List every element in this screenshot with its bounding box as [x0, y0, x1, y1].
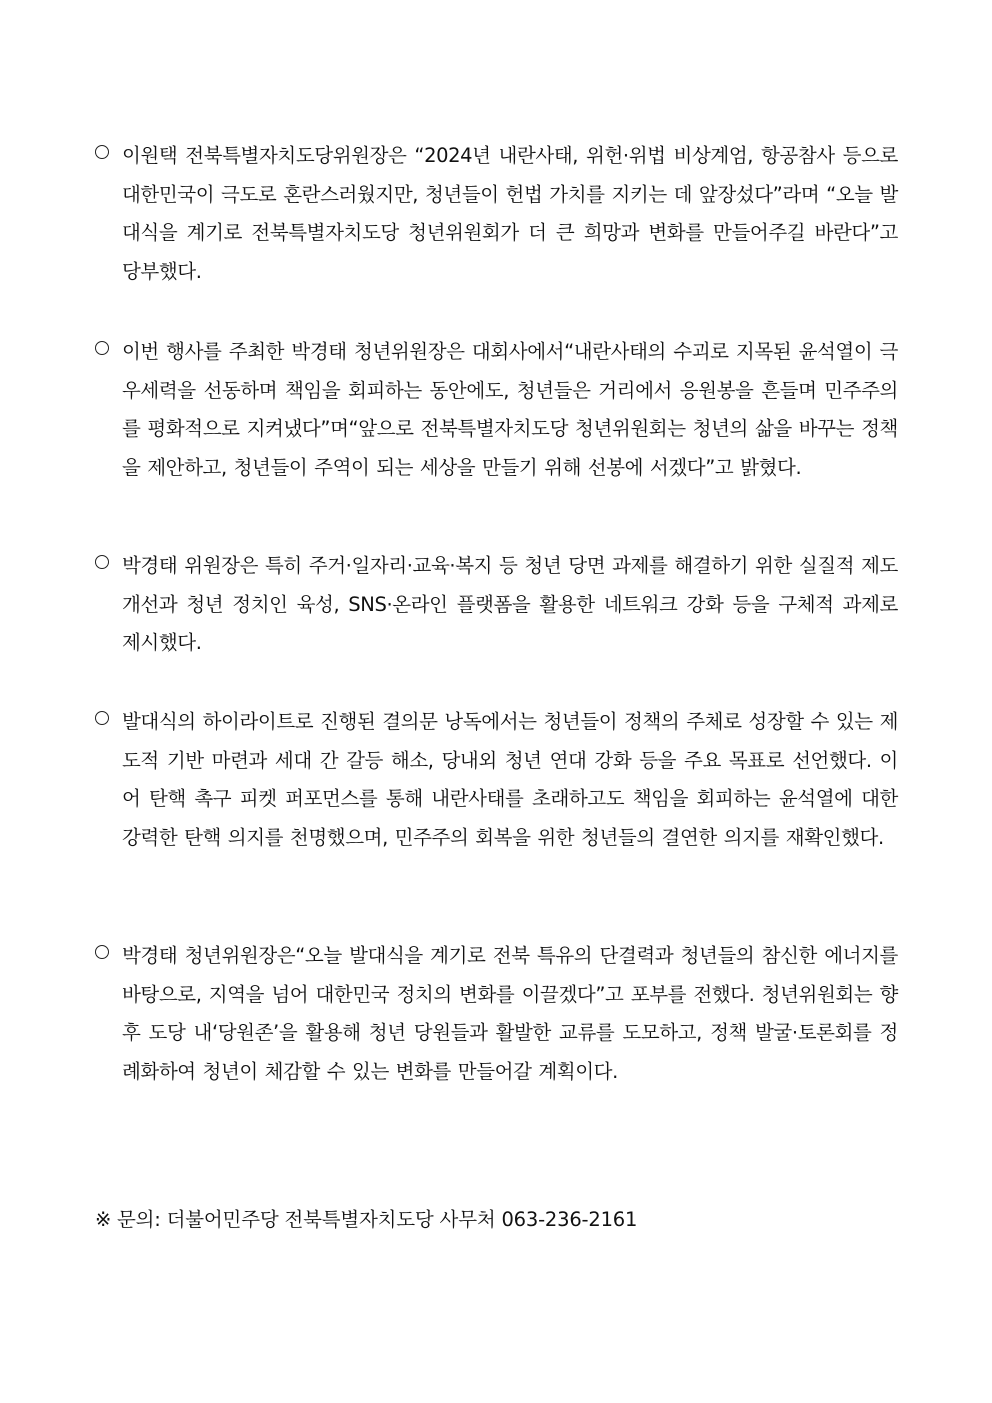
- circle-bullet-icon: [95, 341, 109, 355]
- contact-text: 문의: 더불어민주당 전북특별자치도당 사무처 063-236-2161: [117, 1208, 638, 1231]
- paragraph-text: 이번 행사를 주최한 박경태 청년위원장은 대회사에서“내란사태의 수괴로 지목된 윤석열이 극우세력을 선동하며 책임을 회피하는 동안에도, 청년들은 거리에서 응원봉을 흔들며 민주주의를 평화적으로 지켜냈다”며“앞으로 전북특별자치도당 청년위원회는 청년의 삶을 바꾸는 정책을 제안하고, 청년들이 주역이 되는 세상을 만들기 위해 선봉에 서겠다”고 밝혔다.: [122, 340, 898, 479]
- paragraph-text: 이원택 전북특별자치도당위원장은 “2024년 내란사태, 위헌·위법 비상계엄, 항공참사 등으로 대한민국이 극도로 혼란스러웠지만, 청년들이 헌법 가치를 지키는 데 앞장섰다”라며 “오늘 발대식을 계기로 전북특별자치도당 청년위원회가 더 큰 희망과 변화를 만들어주길 바란다”고 당부했다.: [122, 144, 898, 283]
- paragraph-3: [95, 547, 898, 663]
- contact-line: [95, 1203, 637, 1237]
- circle-bullet-icon: [95, 145, 109, 159]
- paragraph-text: 발대식의 하이라이트로 진행된 결의문 낭독에서는 청년들이 정책의 주체로 성장할 수 있는 제도적 기반 마련과 세대 간 갈등 해소, 당내외 청년 연대 강화 등을 주요 목표로 선언했다. 이어 탄핵 촉구 피켓 퍼포먼스를 통해 내란사태를 초래하고도 책임을 회피하는 윤석열에 대한 강력한 탄핵 의지를 천명했으며, 민주주의 회복을 위한 청년들의 결연한 의지를 재확인했다.: [122, 710, 898, 849]
- circle-bullet-icon: [95, 945, 109, 959]
- paragraph-4: [95, 703, 898, 857]
- paragraph-1: [95, 137, 898, 291]
- paragraph-text: 박경태 청년위원장은“오늘 발대식을 계기로 전북 특유의 단결력과 청년들의 참신한 에너지를 바탕으로, 지역을 넘어 대한민국 정치의 변화를 이끌겠다”고 포부를 전했다. 청년위원회는 향후 도당 내‘당원존’을 활용해 청년 당원들과 활발한 교류를 도모하고, 정책 발굴·토론회를 정례화하여 청년이 체감할 수 있는 변화를 만들어갈 계획이다.: [122, 944, 898, 1083]
- circle-bullet-icon: [95, 711, 109, 725]
- paragraph-5: [95, 937, 898, 1091]
- paragraph-text: 박경태 위원장은 특히 주거·일자리·교육·복지 등 청년 당면 과제를 해결하기 위한 실질적 제도 개선과 청년 정치인 육성, SNS·온라인 플랫폼을 활용한 네트워크 강화 등을 구체적 과제로 제시했다.: [122, 554, 898, 654]
- reference-mark-icon: ※: [95, 1208, 112, 1231]
- circle-bullet-icon: [95, 555, 109, 569]
- paragraph-2: [95, 333, 898, 487]
